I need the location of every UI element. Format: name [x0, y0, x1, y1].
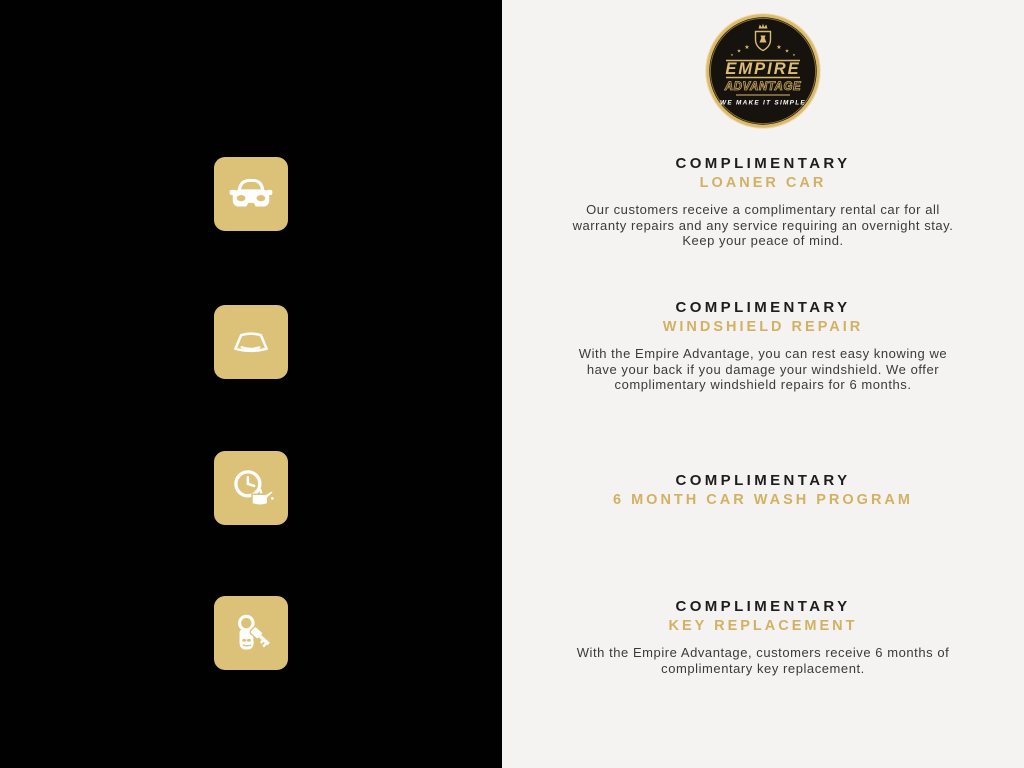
key-replacement-tile	[214, 596, 288, 670]
loaner-car-tile	[214, 157, 288, 231]
svg-text:★: ★	[792, 53, 796, 57]
right-content-panel	[502, 0, 1024, 768]
clock-oil-can-icon	[226, 463, 276, 513]
section-key-replacement	[502, 597, 1024, 676]
section-subheading: LOANER CAR	[699, 175, 827, 191]
logo-brand-line2: ADVANTAGE	[724, 81, 802, 93]
svg-text:★: ★	[776, 45, 782, 51]
logo-brand-line1: EMPIRE	[725, 60, 801, 78]
car-wash-program-tile	[214, 451, 288, 525]
logo-tagline: WE MAKE IT SIMPLE	[719, 99, 807, 107]
section-heading: COMPLIMENTARY	[675, 155, 851, 172]
section-subheading: KEY REPLACEMENT	[668, 618, 858, 634]
left-icon-panel	[0, 0, 502, 768]
empire-advantage-logo	[703, 11, 823, 131]
section-windshield-repair	[502, 298, 1024, 393]
windshield-icon	[226, 317, 276, 367]
section-body: Our customers receive a complimentary rental car for all warranty repairs and any service requiring an overnight stay. Keep your peace of mind.	[572, 202, 954, 248]
section-body: With the Empire Advantage, customers receive 6 months of complimentary key replacement.	[576, 645, 950, 676]
svg-text:★: ★	[730, 53, 734, 57]
section-heading: COMPLIMENTARY	[675, 299, 851, 316]
key-fob-icon	[226, 608, 276, 658]
section-subheading: 6 MONTH CAR WASH PROGRAM	[613, 492, 913, 508]
section-body: With the Empire Advantage, you can rest easy knowing we have your back if you damage your windshield. We offer complimentary windshield repairs for 6 months.	[578, 346, 948, 392]
section-car-wash-program	[502, 471, 1024, 510]
section-heading: COMPLIMENTARY	[675, 472, 851, 489]
svg-text:★: ★	[744, 45, 750, 51]
svg-text:★: ★	[784, 48, 790, 55]
section-subheading: WINDSHIELD REPAIR	[662, 319, 864, 335]
car-front-icon	[226, 169, 276, 219]
windshield-repair-tile	[214, 305, 288, 379]
section-heading: COMPLIMENTARY	[675, 598, 851, 615]
section-loaner-car	[502, 154, 1024, 249]
svg-text:★: ★	[736, 48, 742, 55]
